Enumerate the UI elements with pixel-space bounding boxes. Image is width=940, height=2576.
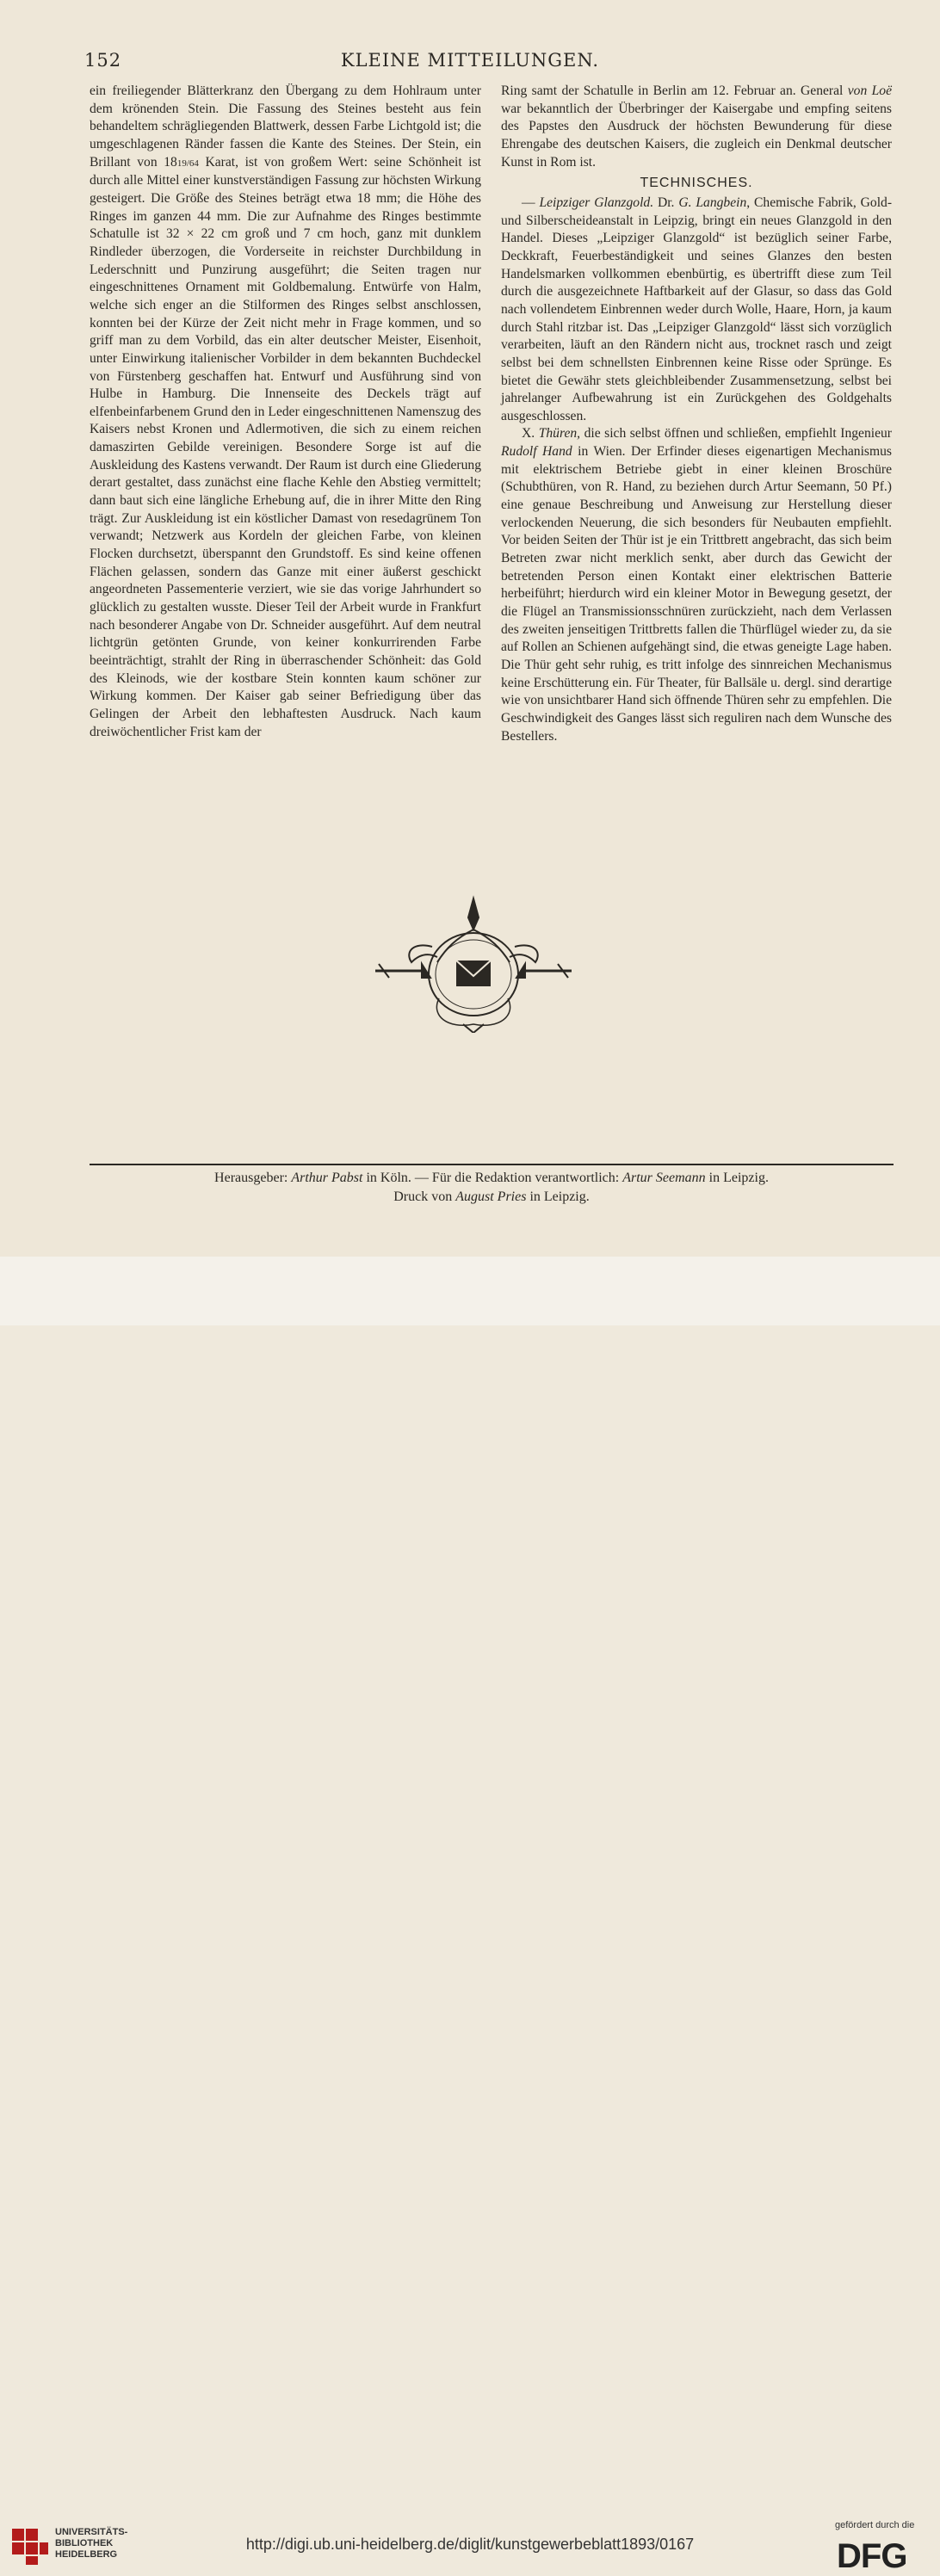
text: war bekanntlich der Überbringer der Kaisergabe und empfing seitens des Papstes den Ausdruck der höchsten Bewunderung für diese Ehrengabe des deutschen Kaisers, die zugleich ein Denkmal deutscher Kunst in Rom ist. (501, 101, 892, 170)
imprint (90, 1169, 894, 1207)
library-name-line: HEIDELBERG (55, 2549, 118, 2560)
name-langbein: G. Langbein (678, 195, 747, 210)
text: in Leipzig. (705, 1171, 769, 1185)
right-paragraph-1 (501, 83, 892, 171)
left-text-rest: Karat, ist von großem Wert: seine Schönheit ist durch alle Mittel einer kunstverständigen Fassung zur höchsten Wirkung gesteigert. Die Größe des Steines beträgt etwa 18 mm; die Höhe des Ringes im ganzen 44 mm. Die zur Aufnahme des Ringes bestimmte Schatulle ist 32 × 22 cm groß und 7 cm hoch, ganz mit dunklem Rindleder überzogen, die Vorderseite in reichster Durchbildung in Lederschnitt und Punzirung ausgeführt; die Seiten tragen nur eingeschnittenes Ornament mit Goldbemalung. Entwürfe von Halm, welche sich enger an die Stilformen des Ringes selbst anschlossen, konnten bei der Kürze der Zeit nicht mehr in Frage kommen, und so griff man zu dem Vorbild, das ein alter deutscher Meister, Eisenhoit, unter Einwirkung italienischer Vorbilder in dem bekannten Buchdeckel von Fürstenberg geschaffen hat. Entwurf und Ausführung sind von Hulbe in Hamburg. Die Innenseite des Deckels trägt auf elfenbeinfarbenem Grund den in Leder eingeschnittenen Namenszug des Kaisers nebst Kronen und Adlermotiven, die sich zu einem reichen damaszirten Gebilde vereinigen. Besondere Sorge ist auf die Auskleidung des Kastens verwandt. Der Raum ist durch eine Gliederung derart gestaltet, dass zunächst eine flache Kehle den Abstieg vermittelt; dann baut sich eine längliche Erhebung auf, die in ihrer Mitte den Ring trägt. Zur Auskleidung ist ein köstlicher Damast von resedagrünem Ton verwandt; Netzwerk aus Kordeln der gleichen Farbe, von kleinen Flocken durchsetzt, überspannt den Grundstoff. Es sind keine offenen Flächen gelassen, sondern das Ganze mit einer äußerst geschickt angeordneten Passementerie verziert, wie sie das vorige Jahrhundert so glücklich zu gestalten wusste. Dieser Teil der Arbeit wurde in Frankfurt nach besonderer Angabe von Dr. Schneider ausgeführt. Auf dem neutral lichtgrün getönten Grunde, von keiner konkurrirenden Farbe beeinträchtigt, strahlt der Ring in überraschender Schönheit: das Gold des Kleinods, wie der kostbare Stein konnten kaum schöner zur Wirkung kommen. Der Kaiser gab seiner Befriedigung über das Gelingen der Arbeit den lebhaftesten Ausdruck. Nach kaum dreiwöchentlicher Frist kam der (90, 154, 481, 739)
editor-name: Arthur Pabst (291, 1171, 363, 1185)
text: , Chemische Fabrik, Gold- und Silberscheideanstalt in Leipzig, bringt ein neues Glanzgold in den Handel. Dieses „Leipziger Glanzgold“ ist bezüglich seiner Farbe, Deckkraft, Feuerbeständigkeit und seines Glanzes den besten Handelsmarken vollkommen ebenbürtig, es übertrifft diese zum Teil durch die ausgezeichnete Haftbarkeit auf der Glasur, so dass das Gold nach vollendetem Einbrennen weder durch Wolle, Haare, Horn, ja kaum durch Stahl ritzbar ist. Das „Leipziger Glanzgold“ lässt sich vorzüglich verarbeiten, läuft an den Rändern nicht aus, trocknet rasch und zeigt selbst bei dem schnellsten Einbrennen keine Risse oder Sprünge. Es bietet die Gewähr stets gleichbleibender Zusammensetzung, selbst bei jahrelanger Aufbewahrung ist ein Zurückgehen des Goldgehalts ausgeschlossen. (501, 195, 893, 423)
name-von-loe: von Loë (847, 83, 892, 98)
text: X. (522, 426, 539, 442)
imprint-line-1 (90, 1169, 894, 1188)
text: Dr. (653, 195, 679, 210)
source-url-link[interactable]: http://digi.ub.uni-heidelberg.de/diglit/kunstgewerbeblatt1893/0167 (245, 2536, 695, 2553)
text: die sich selbst öffnen und schließen, empfiehlt Ingenieur (580, 426, 892, 442)
imprint-line-2 (90, 1188, 894, 1207)
text: in Leipzig. (526, 1189, 590, 1204)
right-column (501, 83, 892, 745)
funding-label: gefördert durch die (835, 2520, 915, 2530)
text: in Köln. — Für die Redaktion verantwortlich: (362, 1171, 623, 1185)
printer-name: August Pries (455, 1189, 527, 1204)
running-title: KLEINE MITTEILUNGEN. (340, 50, 600, 71)
name-rudolf-hand: Rudolf Hand (501, 444, 572, 460)
vignette-ornament-icon (370, 895, 577, 1033)
item-title-thueren: Thüren, (538, 426, 581, 442)
right-paragraph-2 (501, 195, 892, 426)
text: — (522, 195, 540, 210)
responsible-name: Artur Seemann (622, 1171, 706, 1185)
text: Ring samt der Schatulle in Berlin am 12. Februar an. General (501, 83, 848, 98)
imprint-rule (90, 1164, 894, 1165)
section-heading: TECHNISCHES. (640, 176, 753, 191)
left-column (90, 83, 481, 741)
carat-whole: 18 (164, 154, 177, 170)
item-title-glanzgold: Leipziger Glanzgold. (539, 195, 654, 210)
carat-fraction: 19/64 (176, 158, 199, 169)
left-paragraph (90, 83, 481, 741)
left-text-start: ein freiliegender Blätterkranz den Übergang zu dem Hohlraum unter dem krönenden Stein. Die Fassung des Steines besteht aus fein behandeltem schrägliegenden Blattwerk, dessen Farbe Lichtgold ist; die umgeschlagenen Ränder fassen die Kante des Steines. Der Stein, ein Brillant von (90, 83, 481, 170)
digitization-footer (0, 1257, 940, 2575)
dfg-logo: DFG (837, 2537, 907, 2575)
library-name-line: BIBLIOTHEK (55, 2538, 114, 2548)
page-number: 152 (84, 50, 122, 71)
library-name-line: UNIVERSITÄTS- (55, 2527, 128, 2537)
text: Druck von (393, 1189, 456, 1204)
text: Herausgeber: (214, 1171, 292, 1185)
text: in Wien. Der Erfinder dieses eigenartigen Mechanismus mit elektrischem Betriebe giebt in einer kleinen Broschüre (Schubthüren, von R. Hand, zu beziehen durch Artur Seemann, 50 Pf.) eine genaue Beschreibung und Anweisung zur Herstellung dieser verlockenden Neuerung, die sich besonders für Neubauten empfiehlt. Vor beiden Seiten der Thür ist je ein Trittbrett angebracht, das sich beim Betreten zwar nicht merklich senkt, aber durch das Gewicht der betretenden Person einen Kontakt einer elektrischen Batterie herbeiführt; hierdurch wird ein kleiner Motor in Bewegung gesetzt, der die Flügel an Transmissionsschnüren zurückzieht, nach dem Verlassen des zweiten jenseitigen Trittbretts fallen die Thürflügel wieder zu, da sie auf Rollen an Schienen aufgehängt sind, die etwas geneigte Lage haben. Die Thür geht sehr ruhig, es tritt infolge des sinnreichen Mechanismus keine Erschütterung ein. Für Theater, für Ballsäle u. dergl. sind derartige wie von unsichtbarer Hand sich öffnende Thüren sehr zu empfehlen. Die Geschwindigkeit des Ganges lässt sich reguliren nach dem Wunsche des Bestellers. (501, 444, 892, 744)
right-paragraph-3 (501, 425, 892, 745)
scanned-page (0, 0, 940, 1257)
